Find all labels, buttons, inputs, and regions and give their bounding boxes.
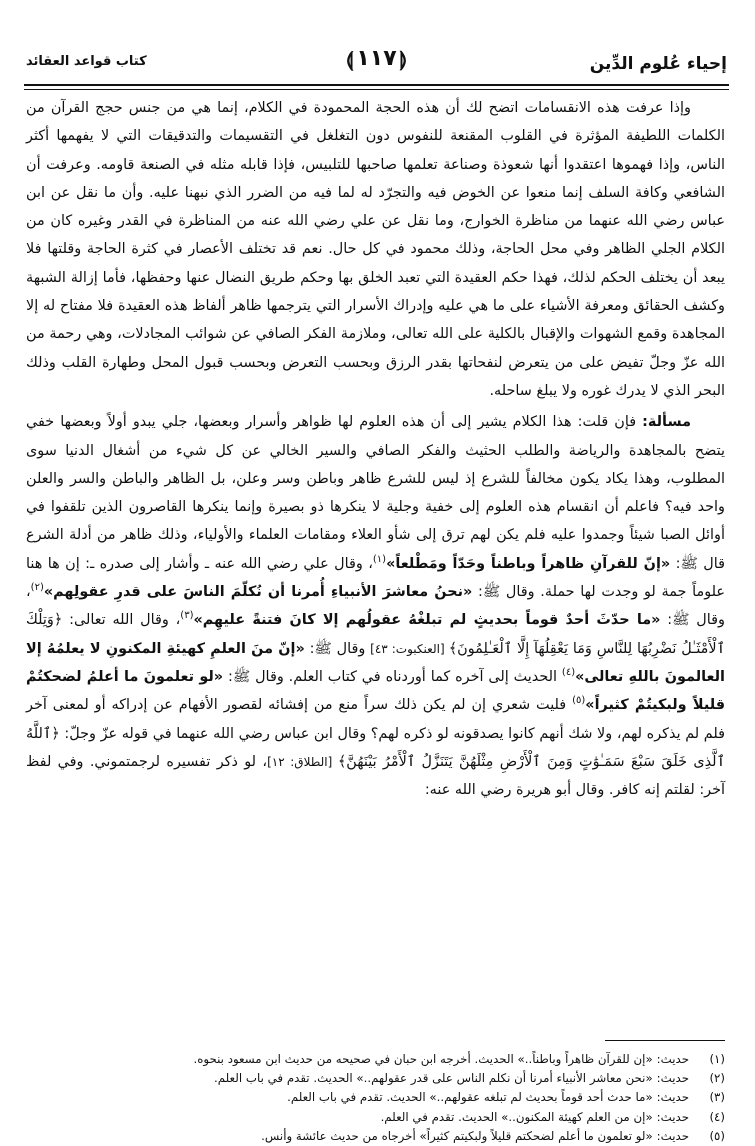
footnote — [26, 1050, 725, 1069]
footnote-number: (٣) — [709, 1090, 725, 1105]
footnote-label: حديث: — [656, 1090, 689, 1105]
book-title: إحياء عُلوم الدِّين — [589, 54, 727, 74]
footnote-label: حديث: — [656, 1128, 689, 1143]
verse-reference: [الطلاق: ١٢] — [267, 754, 338, 769]
page-header — [24, 40, 729, 86]
footnote-label: حديث: — [656, 1109, 689, 1124]
footnote-marker: (٤) — [561, 667, 576, 679]
paragraph-2 — [26, 408, 725, 804]
footnote-number: (٥) — [709, 1128, 725, 1143]
header-divider-thin — [24, 89, 729, 90]
text-run: الحديث إلى آخره كما أوردناه في كتاب العلم. وقال ﷺ: — [223, 668, 562, 685]
main-text — [26, 94, 725, 804]
text-run: ، وقال الله تعالى: — [62, 612, 181, 629]
issue-label: مسألة: — [642, 414, 691, 431]
verse-reference: [العنكبوت: ٤٣] — [370, 641, 449, 656]
header-divider — [24, 84, 729, 86]
footnote-number: (٢) — [709, 1071, 725, 1086]
footnote-number: (١) — [709, 1052, 725, 1066]
hadith-quote: «ما حدّثَ أحدٌ قوماً بحديثٍ لم تبلغْهُ عقولُهم إلا كانَ فتنةً عليهِم» — [193, 612, 661, 629]
hadith-quote: «نحنُ معاشرَ الأنبياءِ أُمرنا أن نُكلّمَ الناسَ على قدرِ عقولِهم» — [43, 584, 473, 601]
text-run: ، لو ذكر تفسيره لرجمتموني. وفي لفظ آخر: لقلتم إنه كافر. وقال أبو هريرة رضي الله عنه: — [26, 753, 725, 799]
footnote-marker: (١) — [372, 553, 387, 565]
footnote-text: «لو تعلمون ما أعلم لضحكتم قليلاً ولبكيتم كثيراً» أخرجاه من حديث عائشة وأنس. — [261, 1128, 653, 1143]
text-run: ، وقال ﷺ: — [26, 584, 725, 629]
page-number: ١١٧ — [356, 46, 397, 71]
footnote-text: «ما حدث أحد قوماً بحديث لم تبلغه عقولهم..» الحديث. تقدم في باب العلم. — [287, 1090, 653, 1105]
footnote-marker: (٣) — [180, 610, 194, 622]
footnote — [26, 1069, 725, 1088]
footnote-divider — [605, 1040, 725, 1041]
footnote-text: «إن من العلم كهيئة المكنون..» الحديث. تقدم في العلم. — [380, 1109, 653, 1124]
footnote-label: حديث: — [656, 1052, 689, 1066]
quran-verse: ﴿ٱللَّهُ ٱلَّذِى خَلَقَ سَبْعَ سَمَـٰوَٰتٍ وَمِنَ ٱلْأَرْضِ مِثْلَهُنَّ يَتَنَزَّلُ ٱلْأَمْرُ بَيْنَهُنَّ﴾ — [26, 725, 726, 770]
ornament-right-icon: ⟭ — [399, 46, 408, 71]
footnote — [26, 1108, 725, 1127]
footnote-text: «نحن معاشر الأنبياء أمرنا أن نكلم الناس على قدر عقولهم..» الحديث. تقدم في باب العلم. — [214, 1071, 653, 1086]
footnote — [26, 1088, 725, 1107]
section-title: كتاب قواعد العقائد — [26, 54, 147, 69]
text-run: ، وقال علي رضي الله عنه ـ وأشار إلى صدره ـ: إن ها هنا علوماً جمة لو وجدت لها حملة. وقال ﷺ: — [26, 555, 725, 601]
footnote-marker: (٥) — [572, 695, 586, 707]
footnote-text: «إن للقرآن ظاهراً وباطناً..» الحديث. أخرجه ابن حبان في صحيحه من حديث ابن مسعود بنحوه. — [193, 1052, 653, 1066]
text-run: فليت شعري إن لم يكن ذلك سراً منع من إفشائه لقصور الأفهام عن إدراكه أو لمعنى آخر فلم لم يذكره لهم، ولا شك أنهم كانوا يصدقونه لو ذكره لهم؟ وقال ابن عباس رضي الله عنهما في قوله عزّ وجلّ: — [26, 697, 725, 742]
hadith-quote: «إنّ منَ العلمِ كهيئةِ المكنونِ لا يعلمُهُ إلا العالمونَ باللهِ تعالى» — [26, 640, 725, 685]
footnote-marker: (٢) — [30, 582, 44, 594]
ornament-left-icon: ⟬ — [345, 46, 354, 71]
hadith-quote: «إنّ للقرآنِ ظاهراً وباطناً وحَدّاً ومَطْلعاً» — [386, 555, 671, 572]
text-run: فإن قلت: هذا الكلام يشير إلى أن هذه العلوم لها ظواهر وأسرار وبعضها، جلي يبدو أولاً وبعضها خفي يتضح بالمجاهدة والرياضة والطلب الحثيث والفكر الصافي والسير الخالي عن كل شيء من أشغال الدنيا سوى المطلوب، وهذا يكاد يكون مخالفاً للشرع إذ ليس للشرع ظاهر وباطن وسر وعلن، بل الظاهر والباطن والسر والعلن واحد فيه؟ فاعلم أن انقسام هذه العلوم إلى خفية وجلية لا ينكرها ذو بصيرة وإنما ينكرها القاصرون الذين تلقفوا في أوائل الصبا شيئاً وجمدوا عليه فلم يكن لهم ترق إلى شأو العلاء ومقامات العلماء والأولياء، وذلك ظاهر من أدلة الشرع قال ﷺ: — [26, 414, 725, 572]
footnote-number: (٤) — [709, 1109, 725, 1124]
footnote — [26, 1127, 725, 1146]
text-run: وقال ﷺ: — [304, 640, 371, 657]
footnotes — [26, 1050, 725, 1146]
quran-verse: ﴿وَتِلْكَ ٱلْأَمْثَـٰلُ نَضْرِبُهَا لِلنَّاسِ وَمَا يَعْقِلُهَآ إِلَّا ٱلْعَـٰلِمُونَ﴾ — [26, 612, 726, 657]
paragraph-1: وإذا عرفت هذه الانقسامات اتضح لك أن هذه الحجة المحمودة في الكلام، إنما هي من جنس حجج القرآن من الكلمات اللطيفة المؤثرة في القلوب المقنعة للنفوس دون التغلغل في التقسيمات والتدقيقات التي لا يفهمها أكثر الناس، وإذا فهموها اعتقدوا أنها شعوذة وصناعة تعلمها صاحبها للتلبيس، فإذا قابله مثله في الصنعة قاومه. وعرفت أن الشافعي وكافة السلف إنما منعوا عن الخوض فيه والتجرّد له لما فيه من الضرر الذي نبهنا عليه. وأن ما نقل عن ابن عباس رضي الله عنهما من مناظرة الخوارج، وما نقل عن علي رضي الله عنه من المناظرة في القدر وغيره كان من الكلام الجلي الظاهر وفي محل الحاجة، وذلك محمود في كل حال. نعم قد تختلف الأعصار في كثرة الحاجة وقلتها فلا يبعد أن يختلف الحكم لذلك، فهذا حكم العقيدة التي تعبد الخلق بها وحكم طريق النضال عنها وحفظها، فأما إزالة الشبهة وكشف الحقائق ومعرفة الأشياء على ما هي عليه وإدراك الأسرار التي يترجمها ظاهر ألفاظ هذه العقيدة فلا مفتاح له إلا المجاهدة وقمع الشهوات والإقبال بالكلية على الله تعالى، وملازمة الفكر الصافي عن شوائب المجادلات، وهي رحمة من الله عزّ وجلّ تفيض على من يتعرض لنفحاتها بقدر الرزق وبحسب التعرض وبحسب قبول المحل وطهارة القلب وذلك البحر الذي لا يدرك غوره ولا يبلغ ساحله. — [26, 100, 725, 399]
hadith-quote: «لو تعلمونَ ما أعلمُ لضحكتُمْ قليلاً ولبكيتُمْ كثيراً» — [26, 668, 725, 714]
page-number-ornament — [346, 46, 407, 71]
footnote-label: حديث: — [656, 1071, 689, 1086]
